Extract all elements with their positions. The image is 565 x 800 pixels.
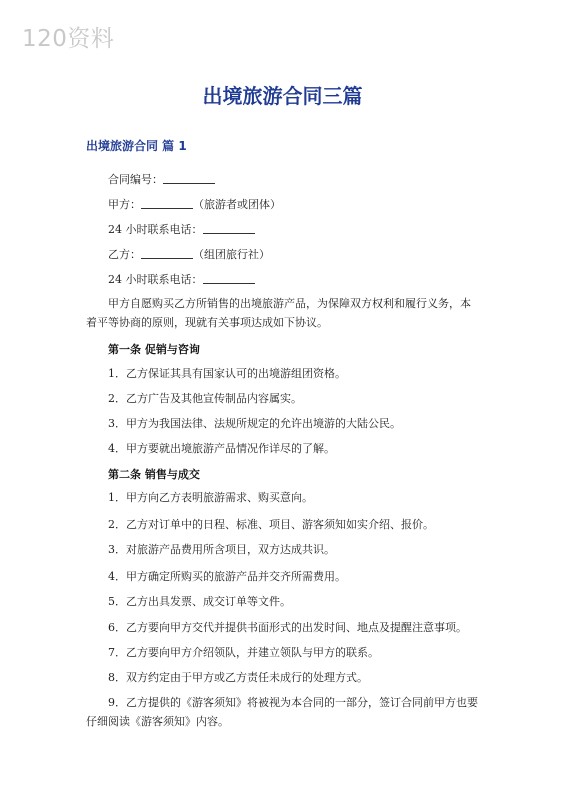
- section-2-item: 2．乙方对订单中的日程、标准、项目、游客须知如实介绍、报价。: [108, 518, 434, 531]
- party-a-note: （旅游者或团体）: [193, 198, 281, 211]
- section-1-heading: 第一条 促销与咨询: [108, 343, 200, 356]
- section-2-item: 7．乙方要向甲方介绍领队，并建立领队与甲方的联系。: [108, 646, 379, 659]
- section-2-item: 4．甲方确定所购买的旅游产品并交齐所需费用。: [108, 570, 346, 583]
- party-b-hotline-label: 24 小时联系电话：: [108, 273, 203, 286]
- party-b-line: [108, 247, 270, 263]
- contract-number-line: [108, 172, 215, 188]
- section-1-item: 4．甲方要就出境旅游产品情况作详尽的了解。: [108, 442, 335, 455]
- section-1-item: 3．甲方为我国法律、法规所规定的允许出境游的大陆公民。: [108, 417, 401, 430]
- contract-number-blank: [163, 172, 215, 184]
- section-1-item: 1．乙方保证其具有国家认可的出境游组团资格。: [108, 367, 346, 380]
- party-a-blank: [141, 197, 193, 209]
- section-1-item: 2．乙方广告及其他宣传制品内容属实。: [108, 392, 302, 405]
- party-a-hotline-blank: [203, 222, 255, 234]
- party-b-note: （组团旅行社）: [193, 248, 270, 261]
- section-2-item-9: 9．乙方提供的《游客须知》将被视为本合同的一部分，签订合同前甲方也要仔细阅读《游客须知》内容。: [86, 696, 478, 728]
- section-2-item: 6．乙方要向甲方交代并提供书面形式的出发时间、地点及提醒注意事项。: [108, 621, 467, 634]
- section-2-item: 3．对旅游产品费用所含项目，双方达成共识。: [108, 543, 335, 556]
- section-2-item: 8．双方约定由于甲方或乙方责任未成行的处理方式。: [108, 671, 368, 684]
- party-a-label: 甲方：: [108, 198, 141, 211]
- party-b-label: 乙方：: [108, 248, 141, 261]
- contract-number-label: 合同编号：: [108, 173, 163, 186]
- intro-paragraph: 甲方自愿购买乙方所销售的出境旅游产品，为保障双方权利和履行义务，本着平等协商的原则，现就有关事项达成如下协议。: [86, 297, 471, 329]
- party-b-blank: [141, 247, 193, 259]
- watermark: 120资料: [22, 26, 115, 52]
- section-subtitle: 出境旅游合同 篇 1: [86, 139, 187, 153]
- party-a-line: [108, 197, 281, 213]
- party-b-hotline-blank: [203, 272, 255, 284]
- party-a-hotline-label: 24 小时联系电话：: [108, 223, 203, 236]
- section-2-item: 1．甲方向乙方表明旅游需求、购买意向。: [108, 491, 313, 504]
- party-b-hotline-line: [108, 272, 255, 288]
- section-2-heading: 第二条 销售与成交: [108, 468, 200, 481]
- section-2-item: 5．乙方出具发票、成交订单等文件。: [108, 595, 291, 608]
- party-a-hotline-line: [108, 222, 255, 238]
- document-title: 出境旅游合同三篇: [202, 84, 363, 108]
